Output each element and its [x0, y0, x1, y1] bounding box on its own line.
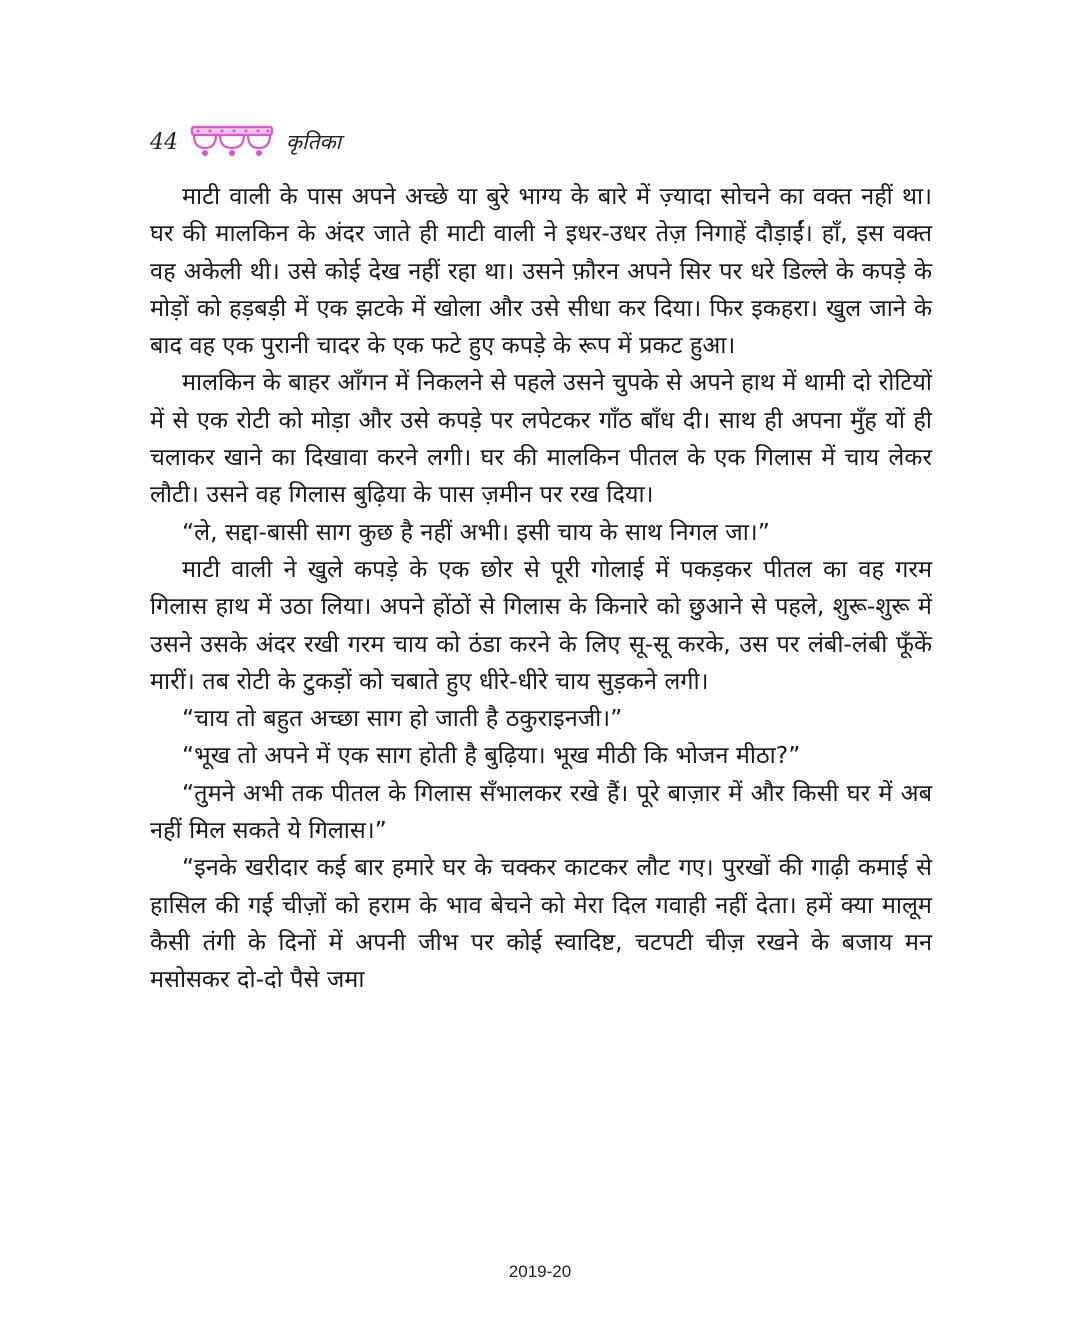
- page-footer-year: 2019-20: [508, 1262, 572, 1281]
- decorative-ornament-icon: [190, 124, 274, 160]
- page-header: [150, 122, 341, 162]
- page-number: 44: [150, 129, 178, 155]
- dialogue-line: “चाय तो बहुत अच्छा साग हो जाती है ठकुराइनजी।”: [182, 704, 623, 733]
- dialogue-line: “ले, सद्दा-बासी साग कुछ है नहीं अभी। इसी चाय के साथ निगल जा।”: [182, 517, 770, 546]
- dialogue-line: “इनके खरीदार कई बार हमारे घर के चक्कर काटकर लौट गए। पुरखों की गाढ़ी कमाई से हासिल की गई चीज़ों को हराम के भाव बेचने को मेरा दिल गवाही नहीं देता। हमें क्या मालूम कैसी तंगी के दिनों में अपनी जीभ पर कोई स्वादिष्ट, चटपटी चीज़ रखने के बजाय मन मसोसकर दो-दो पैसे जमा: [150, 853, 932, 994]
- dialogue-line: “भूख तो अपने में एक साग होती है बुढ़िया। भूख मीठी कि भोजन मीठा?”: [182, 741, 801, 770]
- paragraph: माटी वाली ने खुले कपड़े के एक छोर से पूरी गोलाई में पकड़कर पीतल का वह गरम गिलास हाथ में उठा लिया। अपने होंठों से गिलास के किनारे को छुआने से पहले, शुरू-शुरू में उसने उसके अंदर रखी गरम चाय को ठंडा करने के लिए सू-सू करके, उस पर लंबी-लंबी फूँकें मारीं। तब रोटी के टुकड़ों को चबाते हुए धीरे-धीरे चाय सुड़कने लगी।: [150, 554, 932, 695]
- page-body: [150, 178, 932, 999]
- dialogue-line: “तुमने अभी तक पीतल के गिलास सँभालकर रखे हैं। पूरे बाज़ार में और किसी घर में अब नहीं मिल सकते ये गिलास।”: [150, 778, 932, 845]
- paragraph: मालकिन के बाहर आँगन में निकलने से पहले उसने चुपके से अपने हाथ में थामी दो रोटियों में से एक रोटी को मोड़ा और उसे कपड़े पर लपेटकर गाँठ बाँध दी। साथ ही अपना मुँह यों ही चलाकर खाने का दिखावा करने लगी। घर की मालकिन पीतल के एक गिलास में चाय लेकर लौटी। उसने वह गिलास बुढ़िया के पास ज़मीन पर रख दिया।: [150, 368, 932, 509]
- paragraph: माटी वाली के पास अपने अच्छे या बुरे भाग्य के बारे में ज़्यादा सोचने का वक्त नहीं था। घर की मालकिन के अंदर जाते ही माटी वाली ने इधर-उधर तेज़ निगाहें दौड़ाईं। हाँ, इस वक्त वह अकेली थी। उसे कोई देख नहीं रहा था। उसने फ़ौरन अपने सिर पर धरे डिल्ले के कपड़े के मोड़ों को हड़बड़ी में एक झटके में खोला और उसे सीधा कर दिया। फिर इकहरा। खुल जाने के बाद वह एक पुरानी चादर के एक फटे हुए कपड़े के रूप में प्रकट हुआ।: [150, 182, 932, 360]
- book-title: कृतिका: [286, 130, 342, 154]
